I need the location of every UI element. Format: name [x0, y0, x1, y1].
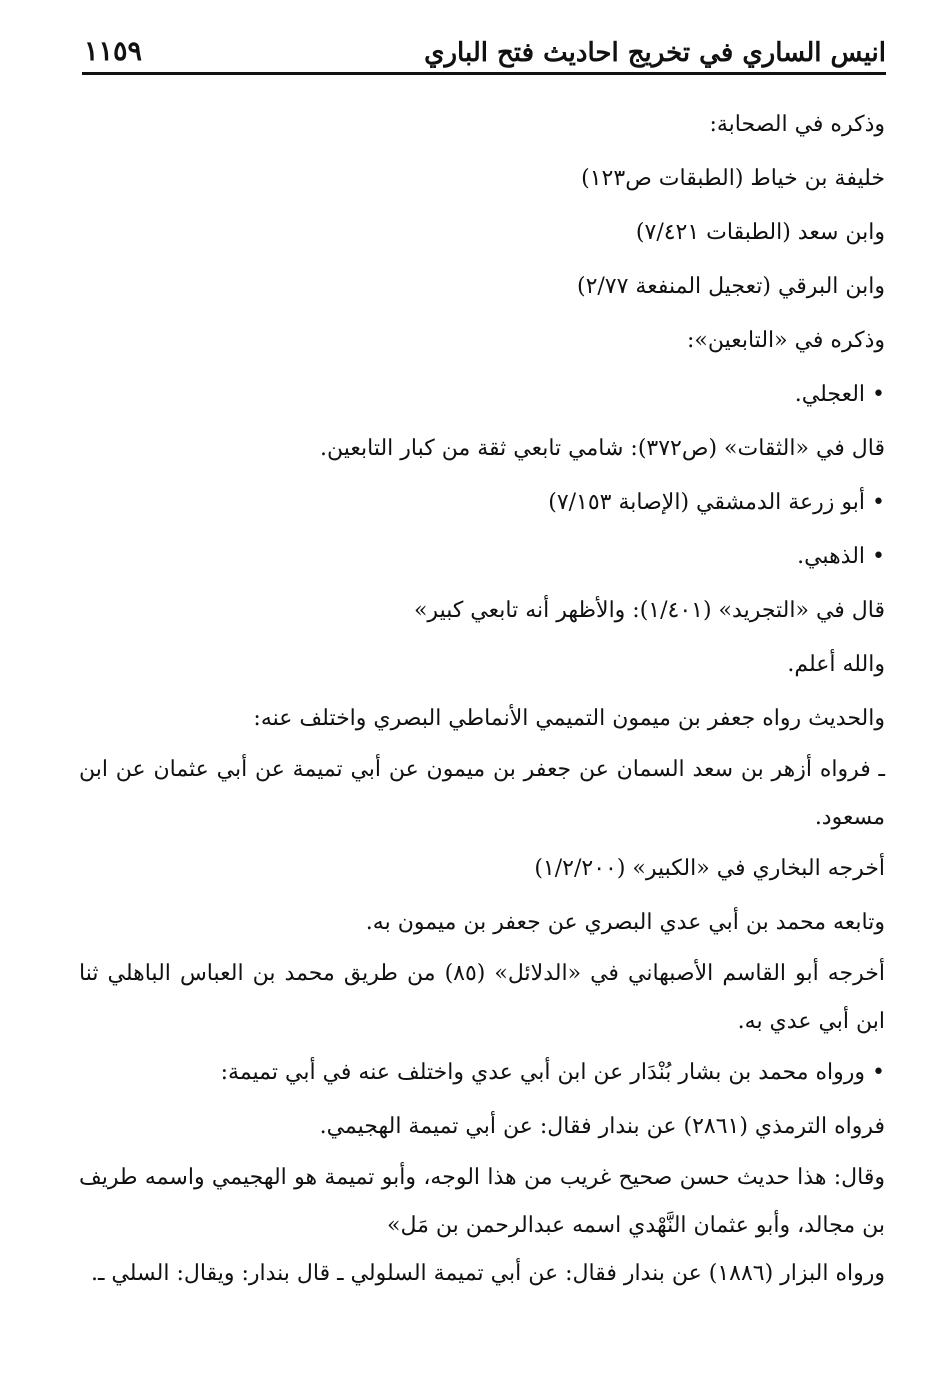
- text-paragraph: ـ فرواه أزهر بن سعد السمان عن جعفر بن ميمون عن أبي تميمة عن أبي عثمان عن ابن مسعود.: [79, 757, 885, 830]
- body-text: [79, 98, 885, 1298]
- text-paragraph: وقال: هذا حديث حسن صحيح غريب من هذا الوجه، وأبو تميمة هو الهجيمي واسمه طريف بن مجالد، وأبو عثمان النَّهْدي اسمه عبدالرحمن بن مَل»: [79, 1165, 885, 1238]
- text-line: والحديث رواه جعفر بن ميمون التميمي الأنماطي البصري واختلف عنه:: [253, 706, 885, 731]
- text-line: وابن سعد (الطبقات ٧/٤٢١): [635, 220, 885, 245]
- text-line: وذكره في «التابعين»:: [686, 328, 885, 353]
- text-line: • ورواه محمد بن بشار بُنْدَار عن ابن أبي عدي واختلف عنه في أبي تميمة:: [220, 1060, 885, 1085]
- text-line: • العجلي.: [794, 382, 885, 407]
- text-line: • أبو زرعة الدمشقي (الإصابة ٧/١٥٣): [548, 490, 885, 515]
- text-line: وذكره في الصحابة:: [709, 112, 885, 137]
- text-line: وتابعه محمد بن أبي عدي البصري عن جعفر بن ميمون به.: [365, 910, 885, 935]
- text-line: وابن البرقي (تعجيل المنفعة ٢/٧٧): [576, 274, 885, 299]
- header-title: انيس الساري في تخريج احاديث فتح الباري: [424, 38, 886, 68]
- text-line: أخرجه البخاري في «الكبير» (١/٢/٢٠٠): [534, 856, 885, 881]
- text-paragraph: ورواه البزار (١٨٨٦) عن بندار فقال: عن أبي تميمة السلولي ـ قال بندار: ويقال: السلي ـ.: [91, 1261, 885, 1286]
- page-number: ١١٥٩: [84, 36, 143, 67]
- text-line: قال في «التجريد» (١/٤٠١): والأظهر أنه تابعي كبير»: [413, 598, 885, 623]
- text-line: خليفة بن خياط (الطبقات ص١٢٣): [581, 166, 885, 191]
- text-paragraph: أخرجه أبو القاسم الأصبهاني في «الدلائل» (٨٥) من طريق محمد بن العباس الباهلي ثنا ابن أبي عدي به.: [79, 961, 885, 1034]
- text-line: قال في «الثقات» (ص٣٧٢): شامي تابعي ثقة من كبار التابعين.: [320, 436, 885, 461]
- text-line: • الذهبي.: [797, 544, 885, 569]
- running-header: [82, 30, 886, 75]
- text-line: والله أعلم.: [787, 652, 885, 677]
- text-line: فرواه الترمذي (٢٨٦١) عن بندار فقال: عن أبي تميمة الهجيمي.: [319, 1114, 885, 1139]
